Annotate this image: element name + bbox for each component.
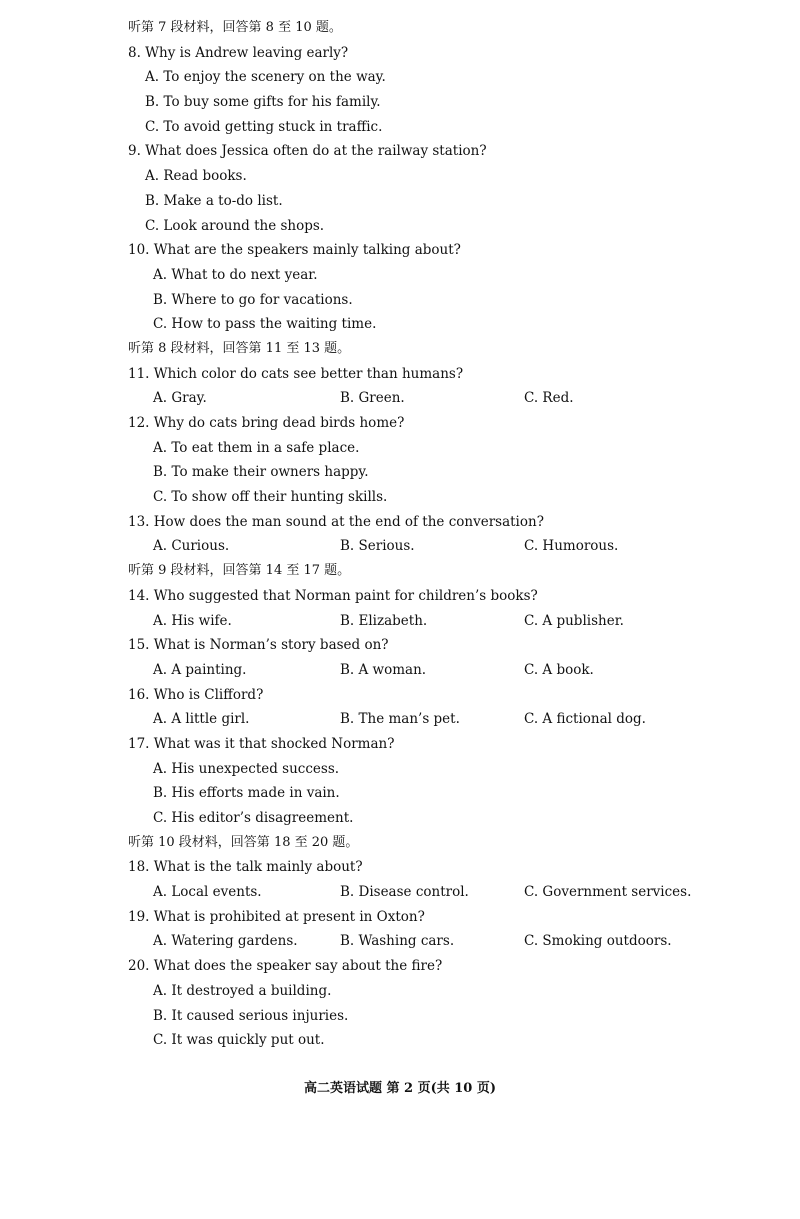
answer-option: B. Green. xyxy=(340,390,405,407)
answer-option: C. Red. xyxy=(524,390,574,407)
question-stem: 11. Which color do cats see better than humans? xyxy=(128,365,464,382)
answer-option: B. It caused serious injuries. xyxy=(153,1007,349,1024)
answer-option: A. Curious. xyxy=(153,538,230,555)
answer-option: A. Gray. xyxy=(153,390,207,407)
question-stem: 8. Why is Andrew leaving early? xyxy=(128,44,349,61)
answer-option: B. Disease control. xyxy=(340,884,469,901)
option-row xyxy=(0,386,800,411)
option-row xyxy=(0,929,800,954)
section-header: 听第 10 段材料，回答第 18 至 20 题。 xyxy=(128,834,359,850)
answer-option: B. His efforts made in vain. xyxy=(153,785,340,802)
answer-option: A. His wife. xyxy=(153,612,232,629)
option-row xyxy=(0,880,800,905)
question-stem: 9. What does Jessica often do at the railway station? xyxy=(128,143,487,160)
section-header: 听第 9 段材料，回答第 14 至 17 题。 xyxy=(128,563,351,579)
option-row xyxy=(0,534,800,559)
answer-option: C. Humorous. xyxy=(524,538,619,555)
answer-option: C. How to pass the waiting time. xyxy=(153,316,377,333)
question-list xyxy=(0,16,800,1053)
answer-option: C. A publisher. xyxy=(524,612,624,629)
answer-option: A. Read books. xyxy=(145,168,247,185)
answer-option: A. Local events. xyxy=(153,884,262,901)
answer-option: B. To buy some gifts for his family. xyxy=(145,94,381,111)
answer-option: C. It was quickly put out. xyxy=(153,1032,325,1049)
option-row xyxy=(0,609,800,634)
option-row xyxy=(0,707,800,732)
answer-option: A. A little girl. xyxy=(153,711,250,728)
answer-option: C. Smoking outdoors. xyxy=(524,933,672,950)
answer-option: A. His unexpected success. xyxy=(153,760,340,777)
answer-option: B. Where to go for vacations. xyxy=(153,291,353,308)
question-stem: 12. Why do cats bring dead birds home? xyxy=(128,415,405,431)
answer-option: C. Government services. xyxy=(524,884,692,901)
answer-option: C. To show off their hunting skills. xyxy=(153,489,388,506)
answer-option: B. To make their owners happy. xyxy=(153,464,369,481)
answer-option: B. Elizabeth. xyxy=(340,612,428,629)
question-stem: 19. What is prohibited at present in Oxton? xyxy=(128,908,425,925)
question-stem: 10. What are the speakers mainly talking about? xyxy=(128,242,461,259)
question-stem: 20. What does the speaker say about the fire? xyxy=(128,958,443,975)
answer-option: C. A book. xyxy=(524,661,594,678)
question-stem: 17. What was it that shocked Norman? xyxy=(128,735,395,752)
answer-option: A. Watering gardens. xyxy=(153,933,298,950)
answer-option: A. To eat them in a safe place. xyxy=(153,439,360,456)
question-stem: 13. How does the man sound at the end of the conversation? xyxy=(128,513,544,530)
answer-option: B. Make a to-do list. xyxy=(145,192,283,209)
answer-option: B. Serious. xyxy=(340,538,415,555)
answer-option: A. What to do next year. xyxy=(153,266,318,283)
answer-option: B. Washing cars. xyxy=(340,933,455,950)
question-stem: 16. Who is Clifford? xyxy=(128,686,264,703)
section-header: 听第 8 段材料，回答第 11 至 13 题。 xyxy=(128,340,351,356)
question-stem: 14. Who suggested that Norman paint for children’s books? xyxy=(128,587,538,604)
question-stem: 15. What is Norman’s story based on? xyxy=(128,637,389,654)
option-row xyxy=(0,658,800,683)
answer-option: C. A fictional dog. xyxy=(524,711,646,728)
answer-option: A. It destroyed a building. xyxy=(153,982,332,999)
answer-option: C. His editor’s disagreement. xyxy=(153,810,354,826)
answer-option: B. The man’s pet. xyxy=(340,711,460,728)
answer-option: A. A painting. xyxy=(153,661,247,678)
answer-option: C. Look around the shops. xyxy=(145,217,325,234)
answer-option: B. A woman. xyxy=(340,661,427,678)
question-stem: 18. What is the talk mainly about? xyxy=(128,859,363,876)
answer-option: A. To enjoy the scenery on the way. xyxy=(145,69,386,86)
page-footer: 高二英语试题 第 2 页(共 10 页) xyxy=(303,1081,497,1096)
section-header: 听第 7 段材料，回答第 8 至 10 题。 xyxy=(128,20,342,35)
answer-option: C. To avoid getting stuck in traffic. xyxy=(145,118,383,135)
